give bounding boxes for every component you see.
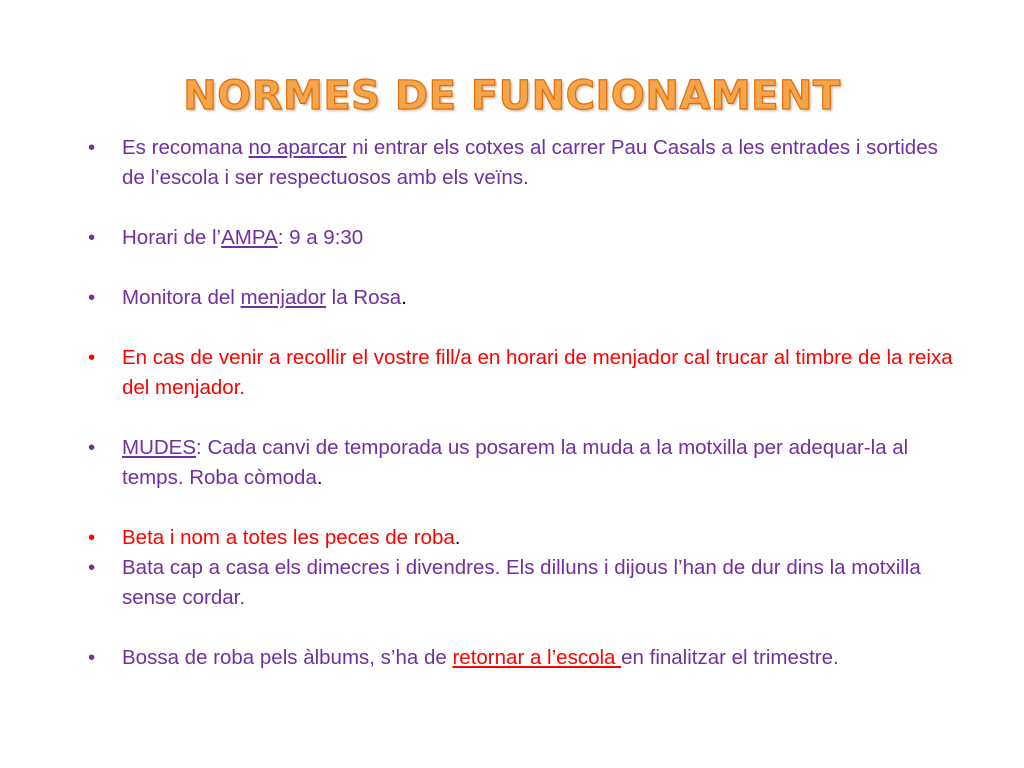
rule-text: : Cada canvi de temporada us posarem la muda a la motxilla per adequar-la al temps. Roba còmoda [122, 436, 909, 489]
rule-smock [84, 553, 964, 613]
bullet-icon: • [88, 436, 96, 459]
spacer [84, 403, 964, 433]
rule-text: . [454, 526, 461, 549]
rule-text: Horari de l’ [122, 226, 222, 249]
rule-emphasis: no aparcar [248, 136, 347, 159]
rule-text: la Rosa [325, 286, 402, 309]
rule-text: Monitora del [122, 286, 241, 309]
spacer [84, 493, 964, 523]
rule-text: En cas de venir a recollir el vostre fill/a en horari de menjador cal trucar al timbre de la reixa del menjador. [122, 346, 953, 399]
rules-list [84, 133, 964, 673]
rule-text: Bossa de roba pels àlbums, s’ha de [122, 646, 453, 669]
rule-text: en finalitzar el trimestre. [621, 646, 839, 669]
rule-text: : 9 a 9:30 [277, 226, 364, 249]
spacer [84, 253, 964, 283]
rule-emphasis: menjador [240, 286, 326, 309]
rule-name-labels [84, 523, 964, 553]
rule-text: ni entrar els cotxes al carrer Pau Casals a les entrades i sortides de l’escola i ser respectuosos amb els veïns. [122, 136, 938, 189]
bullet-icon: • [88, 556, 96, 579]
bullet-icon: • [88, 646, 96, 669]
rule-text: Beta i nom a totes les peces de roba [122, 526, 455, 549]
rule-emphasis: MUDES [122, 436, 197, 459]
bullet-icon: • [88, 286, 96, 309]
rule-emphasis: AMPA [221, 226, 278, 249]
rule-monitor [84, 283, 964, 313]
rule-text: Bata cap a casa els dimecres i divendres. Els dilluns i dijous l’han de dur dins la motxilla sense cordar. [122, 556, 921, 609]
spacer [84, 613, 964, 643]
slide-title: NORMES DE FUNCIONAMENT [183, 73, 841, 119]
bullet-icon: • [88, 346, 96, 369]
bullet-icon: • [88, 226, 96, 249]
spacer [84, 193, 964, 223]
rule-emphasis: retornar a l’escola [452, 646, 622, 669]
rule-text: Es recomana [122, 136, 249, 159]
bullet-icon: • [88, 136, 96, 159]
rule-clothes-change [84, 433, 964, 493]
rule-schedule [84, 223, 964, 253]
spacer [84, 313, 964, 343]
rule-text: . [316, 466, 323, 489]
rule-parking [84, 133, 964, 193]
rule-bag [84, 643, 964, 673]
rule-pickup [84, 343, 964, 403]
rule-text: . [401, 286, 407, 309]
bullet-icon: • [88, 526, 96, 549]
